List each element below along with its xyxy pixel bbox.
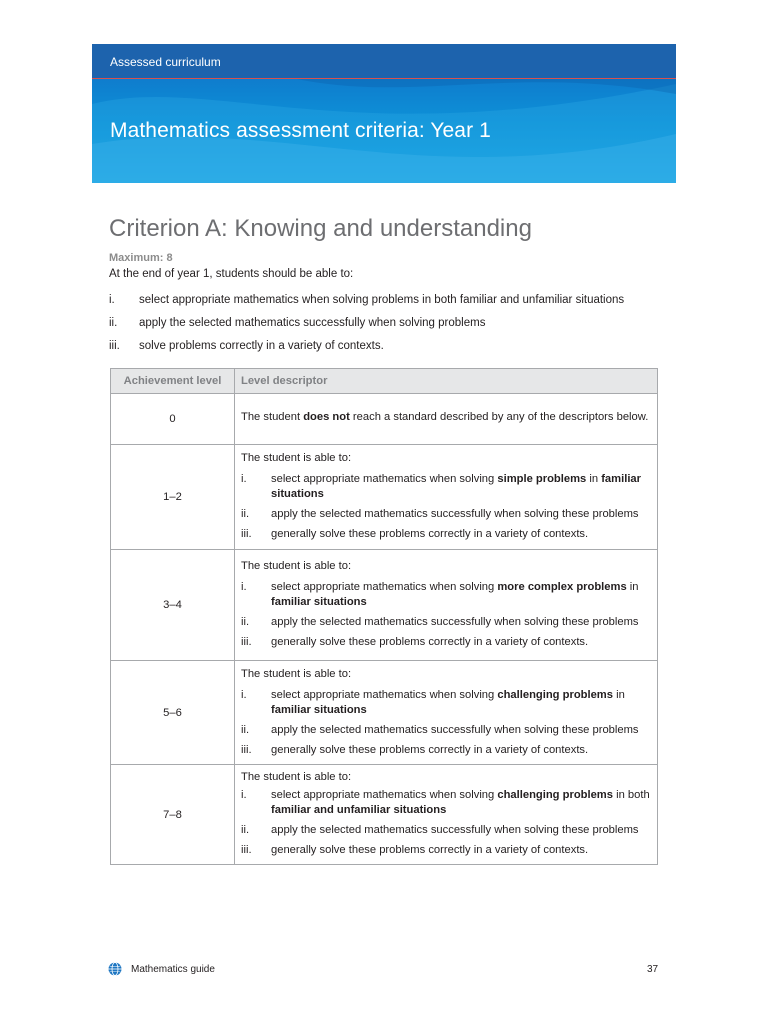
descriptor-number: ii. (241, 824, 250, 836)
section-label: Assessed curriculum (110, 55, 221, 69)
criterion-heading: Criterion A: Knowing and understanding (109, 215, 532, 242)
footer-guide-title: Mathematics guide (131, 964, 215, 975)
descriptor-text: generally solve these problems correctly in a variety of contexts. (271, 528, 589, 540)
descriptor-number: iii. (241, 844, 252, 856)
descriptor-emphasis: does not (303, 410, 350, 423)
table-row (111, 765, 658, 865)
descriptor-number: ii. (241, 616, 250, 628)
descriptor-text: in (586, 473, 602, 485)
descriptor-emphasis: challenging problems (497, 688, 613, 701)
descriptor-emphasis: familiar situations (271, 703, 367, 716)
table-row (111, 445, 658, 550)
descriptor-intro: The student is able to: (241, 771, 352, 783)
descriptor-item (241, 580, 651, 610)
descriptor-number: i. (241, 473, 247, 485)
objective-item (109, 317, 669, 340)
descriptor-item (241, 823, 651, 838)
criterion-maximum: Maximum: 8 (109, 252, 173, 264)
objective-number: ii. (109, 317, 118, 329)
descriptor-item (241, 743, 651, 758)
descriptor-item (241, 635, 651, 650)
descriptor-item (241, 527, 651, 542)
descriptor-text: in (626, 581, 639, 593)
descriptor-text: select appropriate mathematics when solving (271, 581, 498, 593)
level-cell: 5–6 (111, 661, 235, 765)
ib-globe-logo-icon (108, 962, 122, 976)
descriptor-item (241, 788, 651, 818)
descriptor-text: select appropriate mathematics when solving (271, 789, 498, 801)
descriptor-number: i. (241, 789, 247, 801)
descriptor-cell (235, 445, 658, 550)
descriptor-text: apply the selected mathematics successfully when solving these problems (271, 824, 639, 836)
descriptor-text: generally solve these problems correctly in a variety of contexts. (271, 636, 589, 648)
descriptor-text: generally solve these problems correctly in a variety of contexts. (271, 844, 589, 856)
descriptor-emphasis: familiar situations (271, 473, 641, 500)
descriptor-cell (235, 661, 658, 765)
objective-item (109, 294, 669, 317)
descriptor-item (241, 615, 651, 630)
descriptor-intro: The student is able to: (241, 667, 352, 680)
table-row (111, 394, 658, 445)
descriptor-intro: The student is able to: (241, 452, 352, 464)
descriptor-text: select appropriate mathematics when solving (271, 473, 498, 485)
descriptor-list (241, 788, 651, 858)
descriptor-text: apply the selected mathematics successfully when solving these problems (271, 508, 639, 520)
page-banner (92, 44, 676, 183)
descriptor-item (241, 843, 651, 858)
descriptor-number: ii. (241, 723, 250, 736)
descriptor-text: apply the selected mathematics successfully when solving these problems (271, 723, 639, 736)
descriptor-text: in (612, 688, 625, 701)
descriptor-number: iii. (241, 636, 252, 648)
table-row (111, 550, 658, 661)
descriptor-emphasis: challenging problems (497, 789, 613, 801)
criterion-intro: At the end of year 1, students should be able to: (109, 268, 354, 280)
objective-item (109, 340, 669, 363)
descriptor-list (241, 580, 651, 650)
descriptor-intro: The student is able to: (241, 560, 352, 572)
header-level-descriptor: Level descriptor (235, 369, 658, 394)
descriptor-number: i. (241, 581, 247, 593)
descriptor-list (241, 472, 651, 542)
descriptor-number: i. (241, 688, 247, 701)
descriptor-item (241, 472, 651, 502)
descriptor-number: iii. (241, 743, 252, 756)
level-cell: 7–8 (111, 765, 235, 865)
descriptor-text: in both (612, 789, 650, 801)
descriptor-text: generally solve these problems correctly in a variety of contexts. (271, 743, 589, 756)
objective-text: apply the selected mathematics successfully when solving problems (139, 317, 486, 329)
descriptor-text: apply the selected mathematics successfully when solving these problems (271, 616, 639, 628)
descriptor-cell (235, 765, 658, 865)
descriptor-text: The student (241, 410, 304, 423)
achievement-level-table (110, 368, 658, 865)
descriptor-emphasis: familiar situations (271, 596, 367, 608)
objective-number: iii. (109, 340, 120, 352)
page-title: Mathematics assessment criteria: Year 1 (110, 119, 491, 142)
footer-page-number: 37 (647, 964, 659, 975)
descriptor-text: select appropriate mathematics when solving (271, 688, 498, 701)
level-cell: 0 (111, 394, 235, 445)
descriptor-item (241, 507, 651, 522)
objective-text: solve problems correctly in a variety of contexts. (139, 340, 384, 352)
descriptor-cell (235, 550, 658, 661)
level-cell: 3–4 (111, 550, 235, 661)
descriptor-emphasis: more complex problems (497, 581, 627, 593)
descriptor-item (241, 688, 651, 718)
banner-section-bar (92, 44, 676, 79)
objective-number: i. (109, 294, 115, 306)
descriptor-number: ii. (241, 508, 250, 520)
descriptor-emphasis: simple problems (497, 473, 587, 485)
descriptor-cell (235, 394, 658, 445)
header-achievement-level: Achievement level (111, 369, 235, 394)
descriptor-list (241, 688, 651, 758)
objective-text: select appropriate mathematics when solving problems in both familiar and unfamiliar situations (139, 294, 625, 306)
descriptor-item (241, 723, 651, 738)
table-row (111, 661, 658, 765)
descriptor-emphasis: familiar and unfamiliar situations (271, 804, 447, 816)
descriptor-number: iii. (241, 528, 252, 540)
descriptor-text: reach a standard described by any of the descriptors below. (349, 410, 649, 423)
table-header-row (111, 369, 658, 394)
objective-list (109, 294, 669, 363)
level-cell: 1–2 (111, 445, 235, 550)
